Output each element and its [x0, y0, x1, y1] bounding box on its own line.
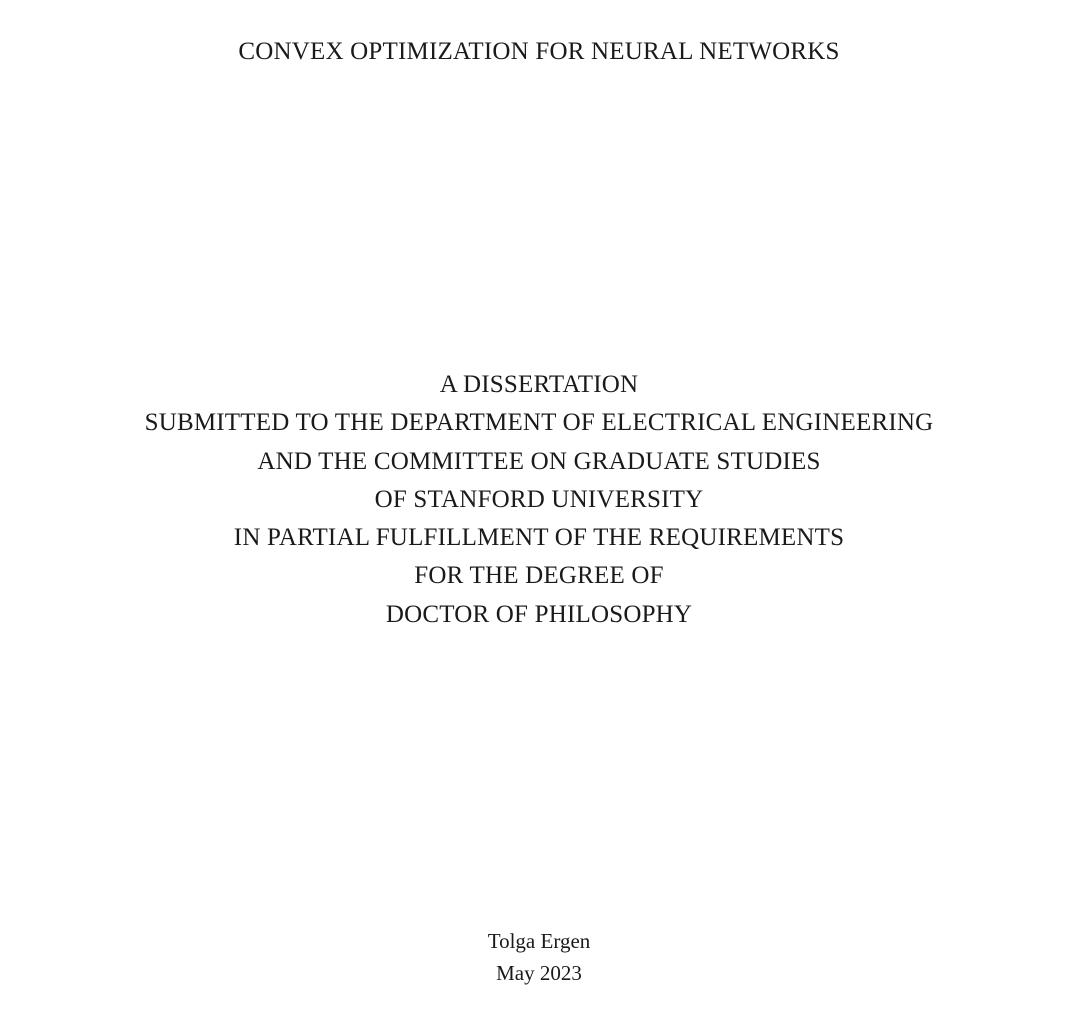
statement-line: FOR THE DEGREE OF	[414, 562, 664, 590]
statement-line: DOCTOR OF PHILOSOPHY	[385, 600, 693, 628]
dissertation-title: CONVEX OPTIMIZATION FOR NEURAL NETWORKS	[238, 38, 840, 65]
statement-line: OF STANFORD UNIVERSITY	[374, 485, 704, 513]
statement-line: IN PARTIAL FULFILLMENT OF THE REQUIREMENTS	[233, 524, 845, 552]
submission-date: May 2023	[496, 961, 582, 985]
author-block	[0, 925, 1078, 989]
submission-statement	[0, 366, 1078, 634]
statement-line: AND THE COMMITTEE ON GRADUATE STUDIES	[257, 447, 821, 475]
statement-line: SUBMITTED TO THE DEPARTMENT OF ELECTRICAL ENGINEERING	[144, 409, 934, 437]
author-name: Tolga Ergen	[487, 929, 591, 953]
statement-line: A DISSERTATION	[439, 371, 639, 398]
